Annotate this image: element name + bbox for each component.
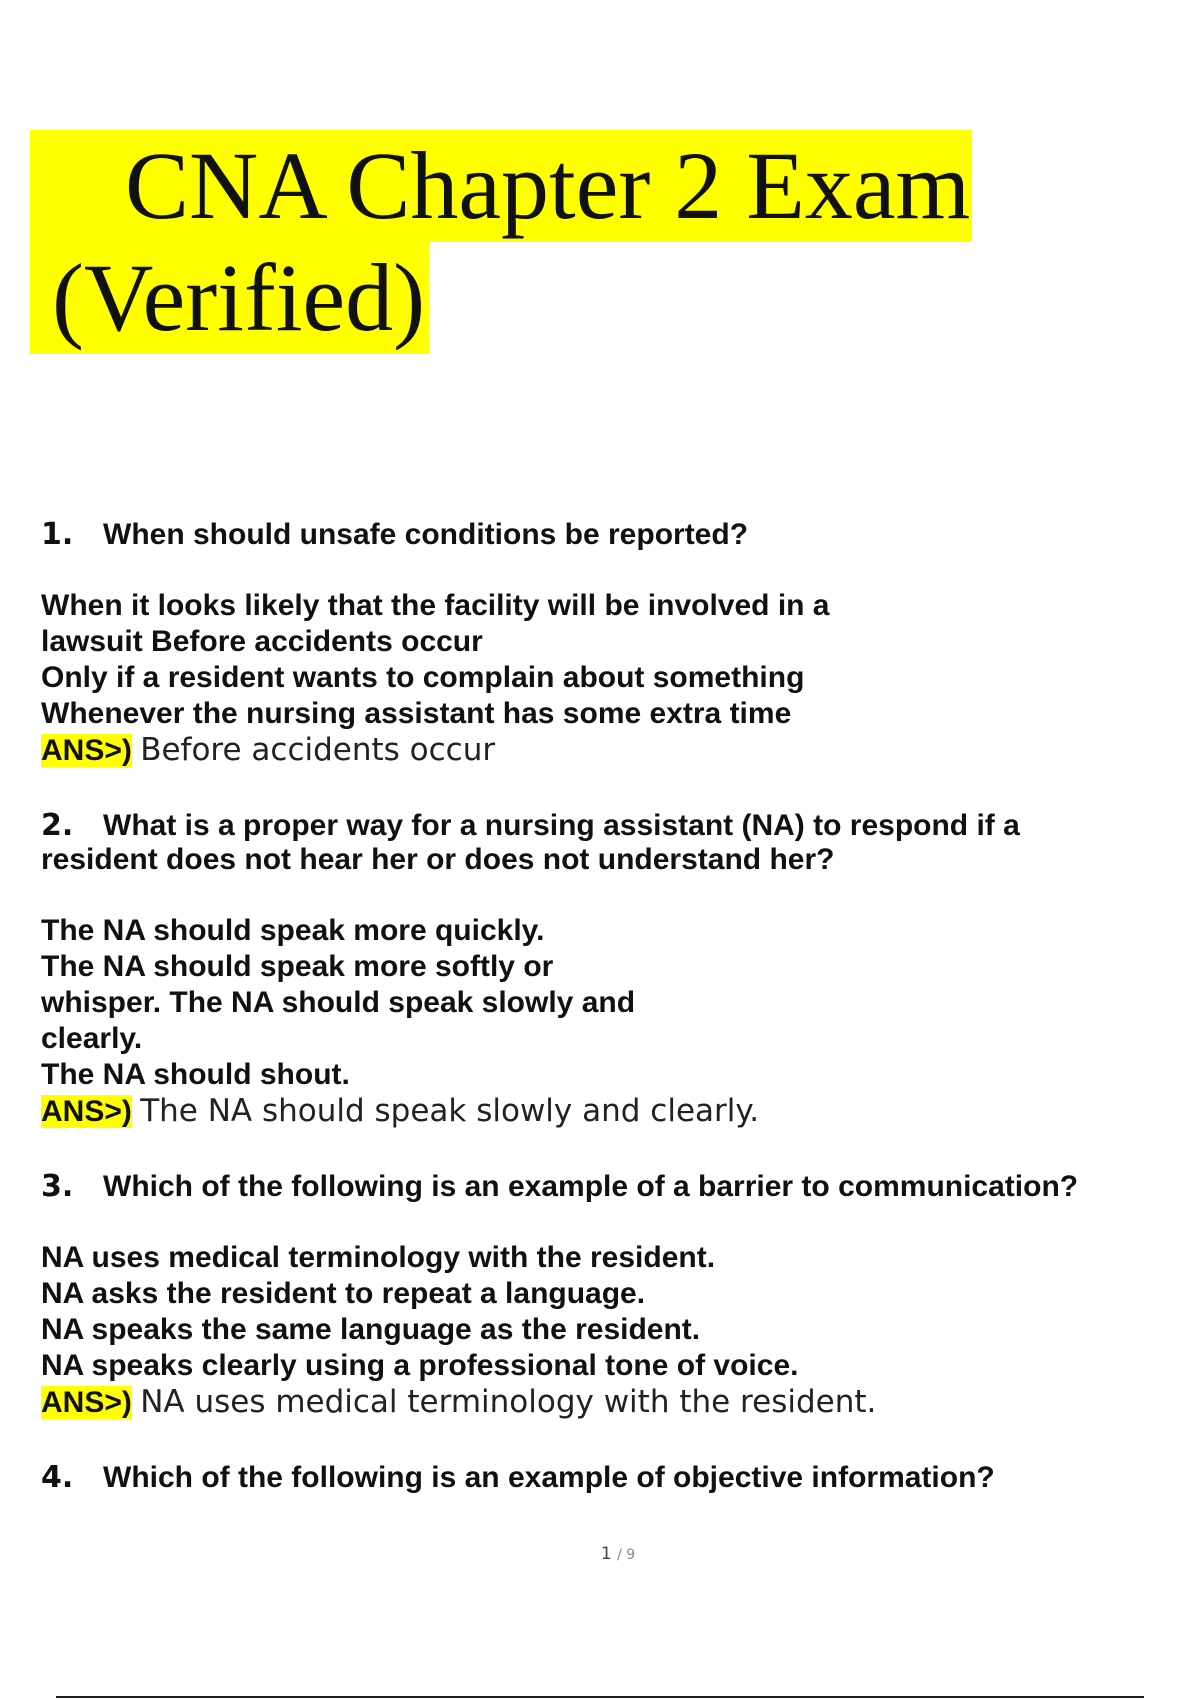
question-text-line-2: resident does not hear her or does not understand her? xyxy=(41,843,835,876)
option: NA speaks the same language as the resident. xyxy=(41,1313,701,1346)
option: When it looks likely that the facility will be involved in a xyxy=(41,589,830,622)
question-heading xyxy=(41,1461,1171,1495)
option: NA uses medical terminology with the resident. xyxy=(41,1241,716,1274)
question-text-line-1: What is a proper way for a nursing assistant (NA) to respond if a xyxy=(103,809,1020,842)
answer-label: ANS>) xyxy=(41,1095,132,1128)
answer-text: The NA should speak slowly and clearly. xyxy=(140,1093,760,1129)
option-list xyxy=(41,1240,1171,1421)
question-heading xyxy=(41,1170,1171,1204)
total-pages: / 9 xyxy=(617,1547,636,1563)
option: NA asks the resident to repeat a language. xyxy=(41,1277,646,1310)
option: The NA should speak more softly or xyxy=(41,950,554,983)
option-list xyxy=(41,588,1171,769)
title-line-1: CNA Chapter 2 Exam xyxy=(30,130,972,242)
question-1 xyxy=(41,518,1171,769)
option: whisper. The NA should speak slowly and xyxy=(41,986,636,1019)
answer-text: Before accidents occur xyxy=(140,732,496,768)
option: Whenever the nursing assistant has some extra time xyxy=(41,697,792,730)
question-number: 1. xyxy=(41,517,74,552)
answer-text: NA uses medical terminology with the resident. xyxy=(140,1384,877,1420)
option: NA speaks clearly using a professional tone of voice. xyxy=(41,1349,799,1382)
question-text: When should unsafe conditions be reported? xyxy=(103,518,749,551)
option: Only if a resident wants to complain about something xyxy=(41,661,805,694)
question-text: Which of the following is an example of objective information? xyxy=(103,1461,995,1494)
question-heading xyxy=(41,809,1171,843)
page-counter xyxy=(0,1544,1200,1564)
answer-line xyxy=(41,732,1171,769)
question-3 xyxy=(41,1170,1171,1421)
question-number: 4. xyxy=(41,1460,74,1495)
question-number: 2. xyxy=(41,808,74,843)
question-text: Which of the following is an example of a barrier to communication? xyxy=(103,1170,1079,1203)
question-list xyxy=(41,518,1171,1535)
document-title xyxy=(30,130,972,354)
question-4 xyxy=(41,1461,1171,1495)
title-line-2: (Verified) xyxy=(30,242,429,354)
answer-label: ANS>) xyxy=(41,734,132,767)
question-heading xyxy=(41,518,1171,552)
question-2 xyxy=(41,809,1171,1130)
answer-line xyxy=(41,1384,1171,1421)
option: The NA should shout. xyxy=(41,1058,350,1091)
page-bottom-divider xyxy=(56,1696,1144,1698)
option: clearly. xyxy=(41,1022,143,1055)
answer-line xyxy=(41,1093,1171,1130)
option-list xyxy=(41,913,1171,1130)
answer-label: ANS>) xyxy=(41,1386,132,1419)
option: The NA should speak more quickly. xyxy=(41,914,545,947)
option: lawsuit Before accidents occur xyxy=(41,625,483,658)
current-page: 1 xyxy=(600,1544,612,1564)
question-number: 3. xyxy=(41,1169,74,1204)
